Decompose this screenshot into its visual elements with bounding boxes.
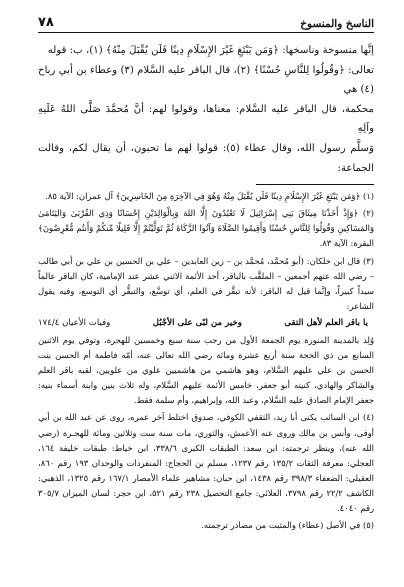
running-head xyxy=(38,10,374,33)
book-title: الناسخ والمنسوخ xyxy=(300,18,374,30)
poem-source: وفيات الأعيان ١٧٤/٤ xyxy=(38,317,111,328)
footnote-3: (٣) قال ابن خلكان: (أبو مُحمَّد، مُحمَّد بن – زين العابدين – علي بن الحسين بن علي بن أبي طالب – رضي الله عنهم أجمعين – الملقَّب بالباقر، أحد الأئمة الاثني عشر عند الإمامية، كان الباقر عالماً سيداً كبيراً، وإنَّما قيل له الباقر: لأنه تبقَّر في العلم، أي توسَّع، والتبقُّر أي التوسع، وفيه يقول الشاعر: xyxy=(38,255,374,311)
main-text-line: وَسلَّم رسول الله، وقال عطاء (٥): قولوا لهم ما تحبون، أن يقال لكم، وقالت الجماعة: xyxy=(38,142,374,174)
poem-first-hemistich: يا باقر العلم لأهل التقى xyxy=(284,317,368,328)
main-text xyxy=(38,41,374,178)
poem-second-hemistich: وخير من لبّى على الأجْبُل xyxy=(152,317,242,328)
footnote-1: (١) ﴿وَمَن يَبْتَغِ غَيْرَ الإِسْلَامِ دِينًا فَلَن يُقْبَلَ مِنْهُ وَهُوَ فِي الآخِرَةِ مِنَ الخَاسِرِينَ﴾ آل عمران: الآية ٨٥. xyxy=(45,191,374,202)
footnote-5: (٥) في الأصل (عطاء) والمثبت من مصادر ترجمته. xyxy=(201,520,374,531)
main-text-line: محكمة، قال الباقر عليه السَّلام: معناها، وقولوا لهم: أنَّ مُحمَّدَ صَلَّى اللهُ عَلَيهِ وآلِهِ xyxy=(38,103,374,135)
footnote-3-continued: وُلِد بالمدينة المنورة يوم الجمعة الأول من رجب سنة سبع وخمسين للهجرة، وتوفي يوم الاثنين السابع من ذي الحجة سنة أربع عشرة ومائة رضي الله تعالى عنه، أمّه فاطمة أم الحسن بنت الحسن بن علي عليهم السَّلام، وهو هاشمي من هاشميين علوي من علويين، لقبه باقر العلم والشاكر والهادي، كنيته أبو جعفر، خامس الأئمة عليهم السَّلام، وله ثلاث بنين وابنة أسماء بنيه: جعفر الإمام الصادق عليه السَّلام، وعبد الله، وإبراهيم، وأم سلمة فقط. xyxy=(38,335,374,406)
footnote-2: (٢) ﴿وَإِذْ أَخَذْنَا مِيثَاقَ بَنِي إِسْرَائِيلَ لَا تَعْبُدُونَ إِلَّا اللهَ وَبِالْوَالِدَيْنِ إِحْسَانًا وَذِي القُرْبَىٰ وَاليَتَامَىٰ وَالمَسَاكِينِ وَقُولُوا لِلنَّاسِ حُسْنًا وَأَقِيمُوا الصَّلَاةَ وَآتُوا الزَّكَاةَ ثُمَّ تَوَلَّيْتُمْ إِلَّا قَلِيلًا مِّنكُمْ وَأَنتُم مُّعْرِضُونَ﴾ البقرة: الآية ٨٣. xyxy=(38,208,374,249)
footnotes xyxy=(38,189,374,533)
main-text-line: إنَّها منسوخة وناسخها: ﴿وَمَن يَبْتَغِ غَيْرَ الإِسْلَامِ دِينًا فَلَن يُقْبَلَ مِنْهُ﴾ (١)، ب: قوله xyxy=(47,45,374,56)
footnote-4: (٤) ابن السائب يكنى أبا زيد، الثقفي الكوفي، صدوق اختلط آخر عمره، روى عن عبد الله بن أبي أوفى، وأنس بن مالك وروى عنه الأعمش، والثوري، مات سنة ست وثلاثين ومائة للهجـرة (رضي الله عنه)، وينظر ترجمته: ابن سعد: الطبقات الكبرى ٣٣٨/٦، ابن خياط: طبقات خليفة ١٦٤، العجلي: معرفة الثقات ١٣٥/٢ رقم ١٢٣٧، مسلم بن الحجاج: المنفردات والوحدان ١٩٣ رقم ٨٦٠، العقيلي: الضعفاء ٣٩٨/٣ رقم ١٤٣٨، ابن حبان: مشاهير علماء الأمصار ١٦٧/١ رقم ١٣٢٥، الذهبي: الكاشف ٢٢/٢ رقم ٣٧٩٨، العلائي: جامع التحصيل ٢٣٨ رقم ٥٢١، ابن حجر: لسان الميزان ٣٠٥/٧ رقم ٤٠٤٠. xyxy=(38,412,375,514)
page-number: ٧٨ xyxy=(38,15,54,30)
poem-verse xyxy=(38,316,368,331)
footnote-separator xyxy=(256,184,374,185)
main-text-line: تعالى: ﴿وقُولُوا لِلنَّاسِ حُسْنًا﴾ (٢)، قال الباقر عليه السَّلام (٣) وعطاء بن أبي رباح (٤) هي xyxy=(38,64,374,96)
